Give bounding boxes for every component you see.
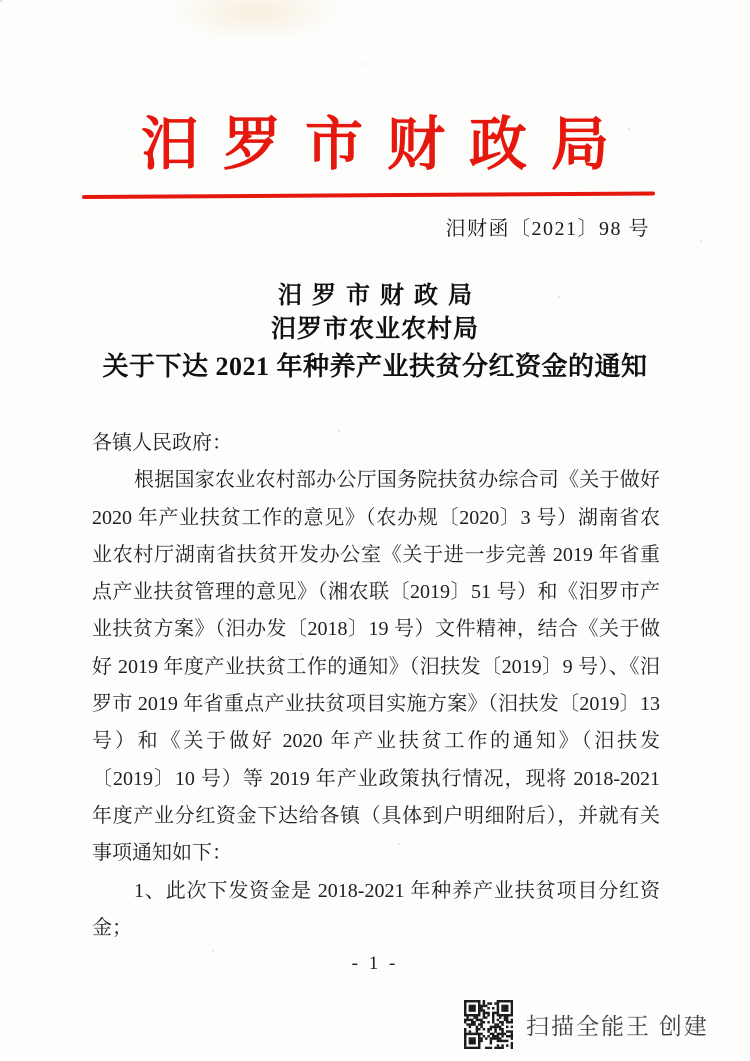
body-line: 金； [92,916,132,939]
title-notice-subject: 关于下达 2021 年种养产业扶贫分红资金的通知 [102,352,648,381]
body-line: 业农村厅湖南省扶贫开发办公室《关于进一步完善 2019 年省重 [92,543,660,566]
scanner-watermark-label: 扫描全能王 创建 [526,1014,709,1039]
body-line: 〔2019〕10 号）等 2019 年产业政策执行情况，现将 2018-2021 [92,767,660,790]
body-line: 根据国家农业农村部办公厅国务院扶贫办综合司《关于做好 [134,469,660,492]
body-line: 好 2019 年度产业扶贫工作的通知》（汨扶发〔2019〕9 号）、《汨 [92,655,660,678]
body-line-salutation: 各镇人民政府： [92,432,232,454]
document-reference-number: 汨财函〔2021〕98 号 [445,218,650,240]
body-line: 年度产业分红资金下达给各镇（具体到户明细附后），并就有关 [92,804,660,827]
page-number: - 1 - [351,953,399,974]
letterhead-org-title: 汨罗市财政局 [140,112,633,177]
body-line-item-1: 1、此次下发资金是 2018-2021 年种养产业扶贫项目分红资 [134,879,660,902]
scanner-watermark [464,1000,709,1049]
document-body [92,425,660,947]
title-agriculture-bureau: 汨罗市农业农村局 [270,316,479,343]
qr-code-icon [464,1000,513,1049]
body-line: 业扶贫方案》（汨办发〔2018〕19 号）文件精神，结合《关于做 [92,618,660,641]
body-line: 事项通知如下： [92,842,232,865]
body-line: 2020 年产业扶贫工作的意见》（农办规〔2020〕3 号）湖南省农 [92,506,660,529]
scan-noise-specks [0,0,2,2]
body-line: 号）和《关于做好 2020 年产业扶贫工作的通知》（汨扶发 [92,730,660,753]
title-finance-bureau: 汨罗市财政局 [278,283,482,309]
body-line: 点产业扶贫管理的意见》（湘农联〔2019〕51 号）和《汨罗市产 [92,581,660,604]
body-line: 罗市 2019 年省重点产业扶贫项目实施方案》（汨扶发〔2019〕13 [92,693,660,716]
scan-smudge [170,0,340,42]
letterhead-divider-line [82,191,655,199]
